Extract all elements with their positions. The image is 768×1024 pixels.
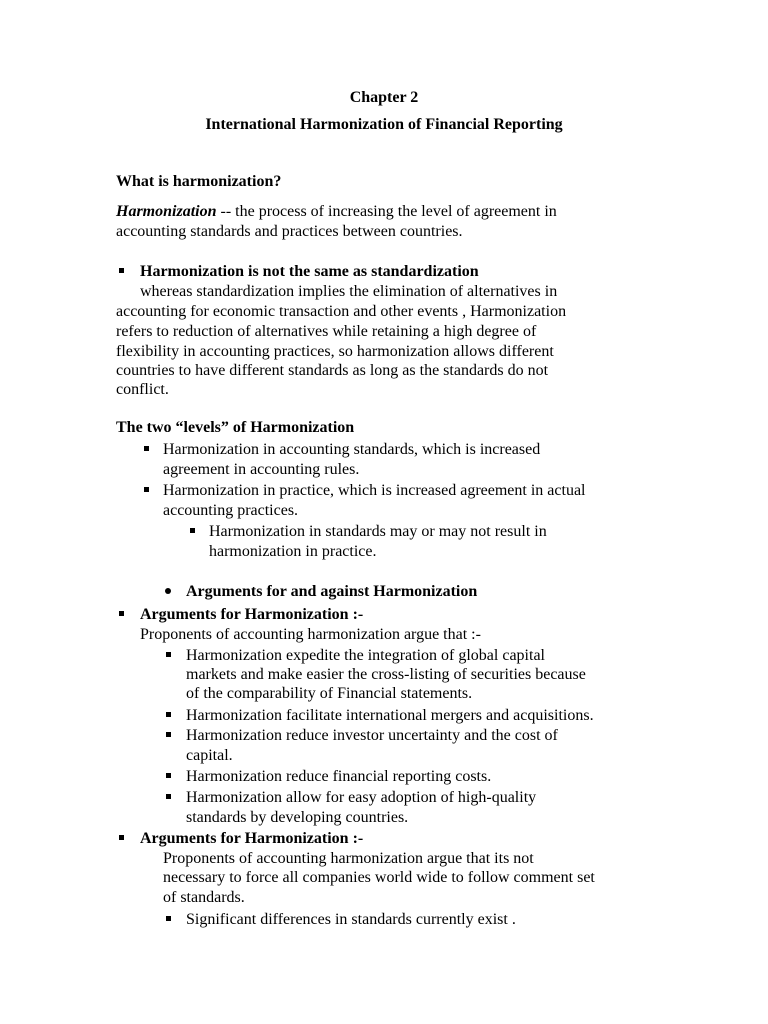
bullet-square <box>144 487 149 492</box>
list-item-line: agreement in accounting rules. <box>163 461 360 478</box>
bullet-square <box>119 835 124 840</box>
arguments-for-heading: Arguments for Harmonization :- <box>140 606 364 623</box>
paragraph-line: conflict. <box>116 381 169 398</box>
list-item-line: Harmonization in accounting standards, which is increased <box>163 441 541 458</box>
list-item-line: harmonization in practice. <box>209 543 377 560</box>
definition-line-1 <box>116 202 557 222</box>
paragraph-line: refers to reduction of alternatives while retaining a high degree of <box>116 323 537 340</box>
list-item-line: Harmonization reduce investor uncertainty and the cost of <box>186 727 558 744</box>
list-item-line: Harmonization in practice, which is increased agreement in actual <box>163 482 586 499</box>
paragraph-line: necessary to force all companies world wide to follow comment set <box>163 869 595 886</box>
paragraph-line: accounting for economic transaction and other events , Harmonization <box>116 303 567 320</box>
paragraph-line: whereas standardization implies the elimination of alternatives in <box>140 283 558 300</box>
bullet-square <box>166 916 171 921</box>
bullet-square <box>166 652 171 657</box>
bullet-square <box>144 446 149 451</box>
bullet-square <box>190 528 195 533</box>
arguments-for-intro: Proponents of accounting harmonization argue that :- <box>140 626 481 643</box>
list-item-line: of the comparability of Financial statements. <box>186 685 473 702</box>
paragraph-line: countries to have different standards as long as the standards do not <box>116 362 549 379</box>
list-item-line: Harmonization reduce financial reporting costs. <box>186 768 492 785</box>
arguments-heading: Arguments for and against Harmonization <box>186 583 478 600</box>
bullet-square <box>166 712 171 717</box>
bullet-square <box>119 268 124 273</box>
list-item-line: Harmonization expedite the integration of global capital <box>186 647 545 664</box>
list-item-line: capital. <box>186 747 233 764</box>
definition-line-2: accounting standards and practices between countries. <box>116 223 463 240</box>
bullet-square <box>166 732 171 737</box>
list-item-line: Harmonization in standards may or may not result in <box>209 523 547 540</box>
section-heading-what-is: What is harmonization? <box>116 173 282 190</box>
not-standardization-heading: Harmonization is not the same as standardization <box>140 263 479 280</box>
bullet-square <box>166 794 171 799</box>
paragraph-line: flexibility in accounting practices, so harmonization allows different <box>116 343 554 360</box>
paragraph-line: Proponents of accounting harmonization argue that its not <box>163 850 534 867</box>
chapter-label: Chapter 2 <box>349 89 419 106</box>
list-item-line: markets and make easier the cross-listing of securities because <box>186 666 586 683</box>
levels-heading: The two “levels” of Harmonization <box>116 419 355 436</box>
arguments-against-heading: Arguments for Harmonization :- <box>140 830 364 847</box>
paragraph-line: of standards. <box>163 889 245 906</box>
bullet-dot <box>165 588 171 594</box>
list-item-line: Harmonization allow for easy adoption of high-quality <box>186 789 537 806</box>
list-item-line: accounting practices. <box>163 502 299 519</box>
list-item-line: Significant differences in standards currently exist . <box>186 911 516 928</box>
definition-term: Harmonization <box>116 203 217 220</box>
bullet-square <box>119 611 124 616</box>
bullet-square <box>166 773 171 778</box>
list-item-line: standards by developing countries. <box>186 809 409 826</box>
list-item-line: Harmonization facilitate international mergers and acquisitions. <box>186 707 594 724</box>
definition-text: -- the process of increasing the level of agreement in <box>216 203 557 220</box>
document-title: International Harmonization of Financial Reporting <box>205 116 563 133</box>
